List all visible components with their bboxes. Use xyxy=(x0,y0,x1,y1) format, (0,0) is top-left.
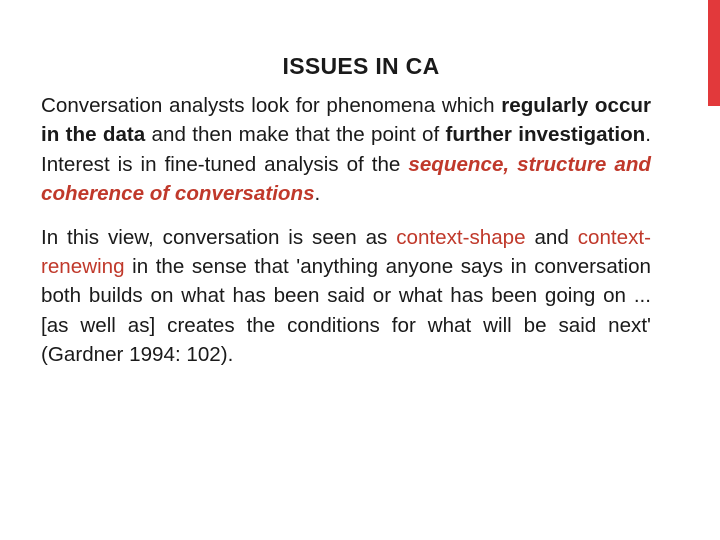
paragraph-context xyxy=(41,223,651,370)
paragraph-phenomena xyxy=(41,91,651,209)
p2-highlight-context-shape: context-shape xyxy=(396,225,526,249)
p1-text-3: . Interest is in fine-tuned analysis of the xyxy=(41,123,651,176)
slide-body xyxy=(41,91,651,370)
p2-text-1: In this view, conversation is seen as xyxy=(41,225,397,249)
p2-highlight-context-renewing: context-renewing xyxy=(41,225,651,279)
p2-text-3: in the sense that 'anything anyone says in conversation both builds on what has been said or what has been going on ... [as well as] creates the conditions for what will be said next' (Gardner 1994: 102). xyxy=(41,255,651,367)
p1-text-2: and then make that the point of xyxy=(145,123,446,147)
slide-title: ISSUES IN CA xyxy=(282,53,440,79)
p1-highlight-sequence: sequence, structure and coherence of conversations xyxy=(41,152,651,206)
p2-text-2: and xyxy=(525,225,578,249)
p1-text-4: . xyxy=(314,182,321,206)
p1-bold-further-investigation: further investigation xyxy=(445,123,646,147)
p1-text-1: Conversation analysts look for phenomena which xyxy=(41,94,502,117)
p1-bold-regularly-occur: regularly occur in the data xyxy=(41,94,651,147)
